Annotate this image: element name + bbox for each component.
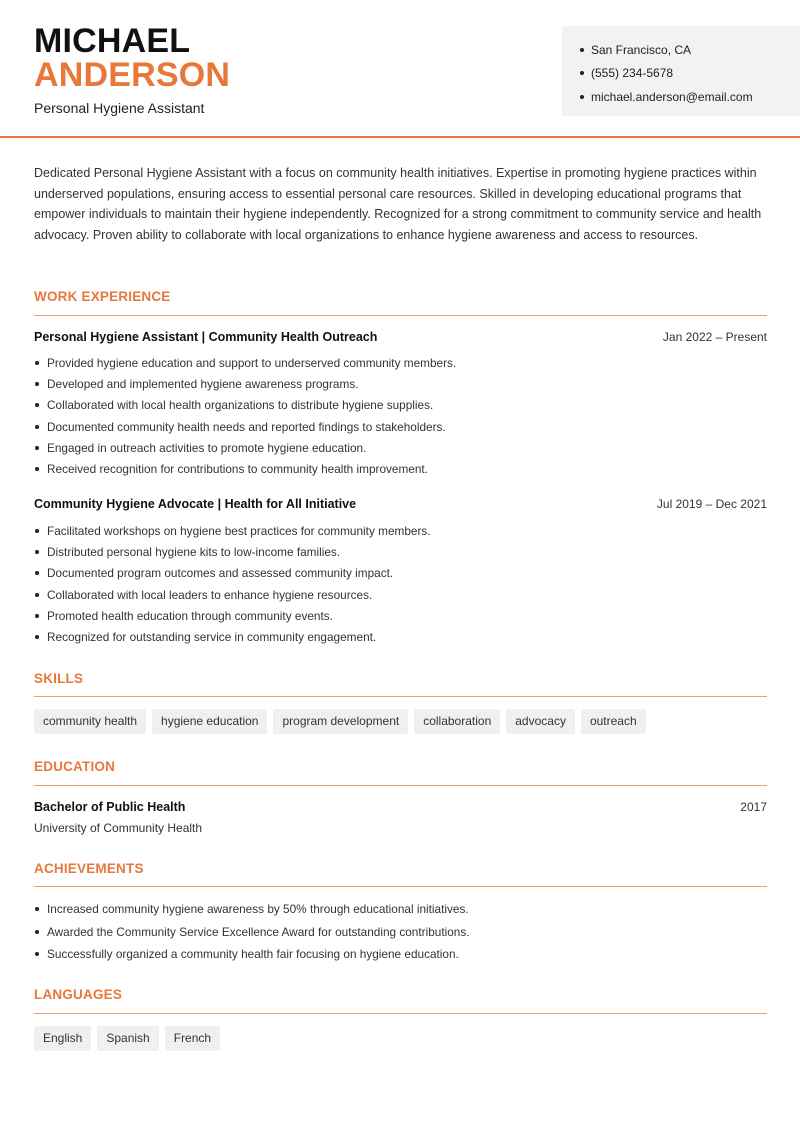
job-bullet-list: [34, 520, 767, 648]
job-position: Community Hygiene Advocate | Health for All Initiative: [34, 497, 357, 511]
skills-list: [34, 709, 646, 734]
list-item-text: Provided hygiene education and support to underserved community members.: [47, 355, 457, 370]
list-item: [34, 626, 767, 647]
list-item: [34, 584, 767, 605]
job-dates: Jul 2019 – Dec 2021: [656, 497, 767, 511]
skill-tag: community health: [34, 709, 146, 734]
list-item-text: Engaged in outreach activities to promote hygiene education.: [47, 440, 367, 455]
contact-location-text: San Francisco, CA: [591, 42, 692, 57]
bullet-icon: [35, 425, 39, 429]
list-item: [34, 373, 767, 394]
list-item: [34, 605, 767, 626]
bullet-icon: [35, 382, 39, 386]
job-bullet-list: [34, 352, 767, 480]
list-item: [34, 520, 767, 541]
resume-header: [0, 0, 800, 138]
skill-tag: advocacy: [506, 709, 575, 734]
list-item: [34, 352, 767, 373]
bullet-icon: [580, 48, 584, 52]
section-title-languages: LANGUAGES: [34, 987, 123, 1002]
list-item: [34, 416, 767, 437]
list-item: [34, 921, 767, 944]
list-item-text: Awarded the Community Service Excellence Award for outstanding contributions.: [47, 924, 470, 939]
bullet-icon: [35, 467, 39, 471]
language-tag: French: [165, 1026, 220, 1051]
list-item-text: Documented program outcomes and assessed community impact.: [47, 566, 394, 581]
list-item: [34, 437, 767, 458]
job-position: Personal Hygiene Assistant | Community Health Outreach: [34, 330, 378, 344]
skill-tag: program development: [273, 709, 408, 734]
summary: Dedicated Personal Hygiene Assistant with a focus on community health initiatives. Expertise in promoting hygiene practices within underserved populations, ensuring access to essential personal care resources. Skilled in developing educational programs that empower individuals to maintain their hygiene independently. Recognized for a strong commitment to community service and health advocacy. Proven ability to collaborate with local organizations to enhance hygiene awareness and access to resources.: [34, 166, 762, 242]
section-divider: [34, 696, 767, 697]
bullet-icon: [35, 907, 39, 911]
bullet-icon: [35, 529, 39, 533]
bullet-icon: [35, 361, 39, 365]
list-item-text: Distributed personal hygiene kits to low-income families.: [47, 544, 341, 559]
language-tag: English: [34, 1026, 91, 1051]
list-item: [34, 541, 767, 562]
job-header: [34, 330, 767, 344]
bullet-icon: [580, 71, 584, 75]
job-dates: Jan 2022 – Present: [662, 330, 767, 344]
list-item: [34, 943, 767, 966]
contact-email: [580, 85, 800, 109]
section-divider: [34, 315, 767, 316]
bullet-icon: [580, 95, 584, 99]
section-title-skills: SKILLS: [34, 671, 84, 686]
list-item: [34, 898, 767, 921]
contact-box: [562, 26, 800, 116]
list-item-text: Promoted health education through community events.: [47, 608, 333, 623]
contact-email-text: michael.anderson@email.com: [591, 89, 753, 104]
bullet-icon: [35, 952, 39, 956]
bullet-icon: [35, 571, 39, 575]
section-title-education: EDUCATION: [34, 759, 116, 774]
bullet-icon: [35, 446, 39, 450]
list-item: [34, 395, 767, 416]
languages-list: [34, 1026, 220, 1051]
section-title-achievements: ACHIEVEMENTS: [34, 861, 144, 876]
education-school: University of Community Health: [34, 821, 203, 835]
list-item: [34, 563, 767, 584]
list-item-text: Successfully organized a community health fair focusing on hygiene education.: [47, 947, 459, 962]
list-item-text: Developed and implemented hygiene awareness programs.: [47, 376, 359, 391]
education-year: 2017: [740, 800, 767, 814]
list-item: [34, 458, 767, 479]
last-name: ANDERSON: [34, 56, 231, 94]
list-item-text: Collaborated with local health organizations to distribute hygiene supplies.: [47, 398, 434, 413]
bullet-icon: [35, 593, 39, 597]
first-name: MICHAEL: [34, 22, 191, 60]
language-tag: Spanish: [97, 1026, 158, 1051]
achievements-list: [34, 898, 767, 966]
bullet-icon: [35, 550, 39, 554]
skill-tag: collaboration: [414, 709, 500, 734]
section-divider: [34, 1013, 767, 1014]
list-item-text: Increased community hygiene awareness by 50% through educational initiatives.: [47, 902, 469, 917]
list-item-text: Documented community health needs and reported findings to stakeholders.: [47, 419, 446, 434]
contact-location: [580, 38, 800, 62]
job-header: [34, 497, 767, 511]
bullet-icon: [35, 930, 39, 934]
section-divider: [34, 886, 767, 887]
list-item-text: Facilitated workshops on hygiene best practices for community members.: [47, 523, 431, 538]
education-header: [34, 800, 767, 814]
bullet-icon: [35, 403, 39, 407]
skill-tag: hygiene education: [152, 709, 267, 734]
education-degree: Bachelor of Public Health: [34, 800, 186, 814]
contact-phone-text: (555) 234-5678: [591, 66, 674, 81]
section-title-work: WORK EXPERIENCE: [34, 289, 171, 304]
skill-tag: outreach: [581, 709, 646, 734]
list-item-text: Received recognition for contributions to community health improvement.: [47, 462, 428, 477]
list-item-text: Collaborated with local leaders to enhance hygiene resources.: [47, 587, 373, 602]
section-divider: [34, 785, 767, 786]
bullet-icon: [35, 635, 39, 639]
job-title: Personal Hygiene Assistant: [34, 100, 205, 116]
contact-phone: [580, 62, 800, 86]
bullet-icon: [35, 614, 39, 618]
list-item-text: Recognized for outstanding service in community engagement.: [47, 630, 377, 645]
